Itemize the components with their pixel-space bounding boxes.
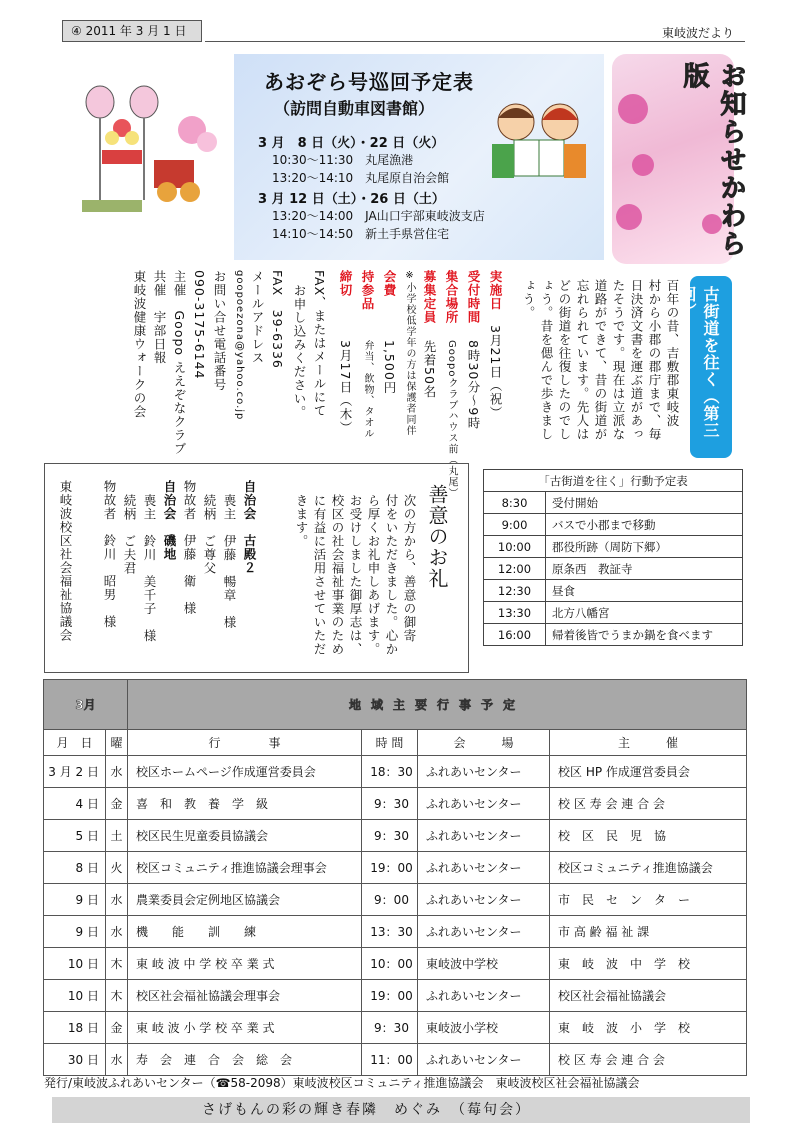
event-weekday: 木: [106, 980, 128, 1012]
regional-events-table: [43, 679, 747, 1076]
table-row: [44, 884, 747, 916]
detail-value: 1,500円: [382, 340, 397, 395]
event-host: 市 民 セ ン タ ー: [550, 884, 747, 916]
event-venue: ふれあいセンター: [418, 1044, 550, 1076]
event-host: 校区社会福祉協議会: [550, 980, 747, 1012]
detail-value: 3月17日（木）: [338, 340, 353, 435]
schedule-event: 受付開始: [546, 492, 743, 514]
event-weekday: 金: [106, 1012, 128, 1044]
event-venue: ふれあいセンター: [418, 980, 550, 1012]
kaido-body-line: 忘れられています。先人は: [575, 279, 590, 441]
event-host: 東 岐 波 中 学 校: [550, 948, 747, 980]
table-row: [484, 602, 743, 624]
kaido-body-line: 村から小郡の郡庁まで、毎: [647, 279, 662, 441]
col-header: 月 日: [44, 730, 106, 756]
bus-date-1: 3 月 8 日（火）・22 日（火）: [258, 136, 445, 151]
organizer-line: 共催 宇部日報: [152, 270, 167, 365]
event-venue: ふれあいセンター: [418, 884, 550, 916]
event-host: 校 区 寿 会 連 合 会: [550, 788, 747, 820]
donor-line: 続柄 ご夫君: [122, 494, 137, 575]
donation-thanks-box: [44, 463, 469, 673]
detail-label: 実施日: [488, 270, 503, 311]
event-time: 19：00: [362, 980, 418, 1012]
kaido-tab: 古街道を往く（第三回）: [690, 276, 732, 458]
detail-label: 持参品: [360, 270, 375, 311]
event-name: 校区社会福祉協議会理事会: [128, 980, 362, 1012]
schedule-event: 昼食: [546, 580, 743, 602]
notice-banner: [612, 54, 746, 264]
table-row: [44, 1044, 747, 1076]
phone-number: 090-3175-6144: [192, 270, 207, 380]
schedule-event: 北方八幡宮: [546, 602, 743, 624]
fax-number: FAX 39-6336: [270, 270, 285, 369]
schedule-time: 8:30: [484, 492, 546, 514]
kaido-body-line: ょう。昔を偲んで歩きまし: [539, 279, 554, 441]
schedule-event: バスで小郡まで移動: [546, 514, 743, 536]
table-row: [484, 558, 743, 580]
council-name: 東岐波校区社会福祉協議会: [58, 480, 73, 642]
table-row: [484, 514, 743, 536]
haiku-bar: さげもんの彩の輝き春隣 めぐみ （莓句会）: [52, 1097, 750, 1123]
event-venue: ふれあいセンター: [418, 820, 550, 852]
event-weekday: 水: [106, 756, 128, 788]
kaido-body-line: たそうです。現在は立派な: [611, 279, 626, 441]
detail-note: ※小学校低学年の方は保護者同伴: [404, 270, 415, 436]
kaido-body-line: ょう。: [521, 279, 536, 320]
col-header: 会 場: [418, 730, 550, 756]
event-time: 11：00: [362, 1044, 418, 1076]
event-name: 寿 会 連 合 会 総 会: [128, 1044, 362, 1076]
event-date: 10 日: [44, 948, 106, 980]
event-weekday: 土: [106, 820, 128, 852]
donor-line: 自治会 古殿２: [242, 480, 257, 575]
header-rule: [205, 41, 745, 42]
detail-value: Goopoクラブハウス前（丸尾）: [446, 340, 457, 499]
hina-doll-illustration: [72, 80, 232, 220]
walk-schedule-table: [483, 469, 743, 646]
event-name: 農業委員会定例地区協議会: [128, 884, 362, 916]
table-row: [44, 980, 747, 1012]
detail-label: 締切: [338, 270, 353, 297]
schedule-title: 「古街道を往く」行動予定表: [484, 470, 743, 492]
table-row: [44, 820, 747, 852]
event-time: 19：00: [362, 852, 418, 884]
event-date: 3 月 2 日: [44, 756, 106, 788]
thanks-body-line: 付をいただきました。心か: [384, 494, 399, 656]
event-weekday: 水: [106, 884, 128, 916]
event-date: 30 日: [44, 1044, 106, 1076]
schedule-time: 16:00: [484, 624, 546, 646]
table-row: [44, 788, 747, 820]
event-venue: 東岐波小学校: [418, 1012, 550, 1044]
table-row: [484, 492, 743, 514]
table-row: [484, 536, 743, 558]
thanks-body-line: に有益に活用させていただ: [312, 494, 327, 656]
event-date: 9 日: [44, 884, 106, 916]
event-weekday: 水: [106, 1044, 128, 1076]
contact-line: FAX、またはメールにて: [312, 270, 327, 418]
thanks-title: 善意のお礼: [425, 484, 449, 589]
kaido-body-line: どの街道を往復したのでし: [557, 279, 572, 441]
thanks-body-line: お受けしました御厚志は、: [348, 494, 363, 656]
detail-value: 弁当、飲物、タオル: [362, 340, 373, 439]
detail-label: 集合場所: [444, 270, 459, 324]
bus-subtitle: （訪問自動車図書館）: [274, 99, 435, 118]
event-venue: ふれあいセンター: [418, 756, 550, 788]
schedule-event: 郡役所跡（周防下郷）: [546, 536, 743, 558]
event-time: 9：00: [362, 884, 418, 916]
event-date: 5 日: [44, 820, 106, 852]
thanks-body-line: ら厚くお礼申しあげます。: [366, 494, 381, 656]
blossom-icon: [616, 204, 642, 230]
event-weekday: 金: [106, 788, 128, 820]
schedule-event: 原条西 教証寺: [546, 558, 743, 580]
bus-date-2: 3 月 12 日（土）・26 日（土）: [258, 192, 445, 207]
bus-stop-4: 14:10～14:50 新土手県営住宅: [272, 227, 450, 241]
event-host: 東 岐 波 小 学 校: [550, 1012, 747, 1044]
event-name: 機 能 訓 練: [128, 916, 362, 948]
event-date: 10 日: [44, 980, 106, 1012]
email-address: goopoezona@yahoo.co.jp: [234, 270, 245, 421]
event-host: 校区 HP 作成運営委員会: [550, 756, 747, 788]
events-title: 地域主要行事予定: [128, 680, 747, 730]
detail-label: 募集定員: [422, 270, 437, 324]
detail-value: 8時30分～9時: [466, 340, 481, 430]
table-row: [44, 756, 747, 788]
donor-line: 喪主 伊藤 暢章 様: [222, 494, 237, 629]
col-header: 時 間: [362, 730, 418, 756]
event-name: 東 岐 波 中 学 校 卒 業 式: [128, 948, 362, 980]
organizer-line: 東岐波健康ウォークの会: [132, 270, 147, 419]
detail-value: 3月21日（祝）: [488, 325, 503, 420]
donor-line: 続柄 ご尊父: [202, 494, 217, 575]
publisher-line: 発行/東岐波ふれあいセンター（☎58-2098）東岐波校区コミュニティ推進協議会 東岐波校区社会福祉協議会: [44, 1076, 640, 1090]
table-row: [44, 916, 747, 948]
table-row: [484, 580, 743, 602]
event-time: 9：30: [362, 1012, 418, 1044]
newsletter-title: 東岐波だより: [661, 26, 734, 40]
event-time: 18：30: [362, 756, 418, 788]
table-row: [484, 624, 743, 646]
event-date: 4 日: [44, 788, 106, 820]
table-row: [44, 948, 747, 980]
event-name: 校区ホームページ作成運営委員会: [128, 756, 362, 788]
donor-line: 喪主 鈴川 美千子 様: [142, 494, 157, 643]
table-row: [44, 1012, 747, 1044]
event-weekday: 木: [106, 948, 128, 980]
detail-label: 受付時間: [466, 270, 481, 324]
event-time: 9：30: [362, 820, 418, 852]
events-month: 3月: [44, 680, 128, 730]
col-header: 曜: [106, 730, 128, 756]
event-time: 9：30: [362, 788, 418, 820]
event-host: 校 区 民 児 協: [550, 820, 747, 852]
schedule-time: 12:30: [484, 580, 546, 602]
donor-line: 物故者 伊藤 衛 様: [182, 480, 197, 615]
event-name: 喜 和 教 養 学 級: [128, 788, 362, 820]
contact-line: メールアドレス: [250, 270, 265, 365]
issue-date: ④ 2011 年 3 月 1 日: [62, 20, 202, 42]
event-host: 校区コミュニティ推進協議会: [550, 852, 747, 884]
event-name: 校区コミュニティ推進協議会理事会: [128, 852, 362, 884]
table-row: [44, 852, 747, 884]
notice-label: お知らせかわら版: [679, 62, 746, 258]
event-host: 市 高 齢 福 祉 課: [550, 916, 747, 948]
col-header: 主 催: [550, 730, 747, 756]
donor-line: 物故者 鈴川 昭男 様: [102, 480, 117, 629]
event-weekday: 火: [106, 852, 128, 884]
event-time: 10：00: [362, 948, 418, 980]
table-header-row: [44, 730, 747, 756]
thanks-body-line: 校区の社会福祉事業のため: [330, 494, 345, 656]
schedule-time: 10:00: [484, 536, 546, 558]
children-reading-illustration: [484, 94, 594, 184]
bus-stop-2: 13:20～14:10 丸尾原自治会館: [272, 171, 450, 185]
mobile-library-schedule: [234, 54, 604, 260]
schedule-time: 12:00: [484, 558, 546, 580]
event-date: 8 日: [44, 852, 106, 884]
kaido-body-line: 道路ができて、昔の街道が: [593, 279, 608, 441]
organizer-line: 主催 Goopo ええぞなクラブ: [172, 270, 187, 456]
bus-stop-1: 10:30～11:30 丸尾漁港: [272, 153, 414, 167]
event-weekday: 水: [106, 916, 128, 948]
kaido-body-line: 日決済文書を運ぶ道があっ: [629, 279, 644, 441]
event-venue: ふれあいセンター: [418, 852, 550, 884]
contact-line: お問い合せ電話番号: [212, 270, 227, 392]
event-time: 13：30: [362, 916, 418, 948]
bus-title: あおぞら号巡回予定表: [264, 70, 474, 94]
bus-stop-3: 13:20～14:00 JA山口宇部東岐波支店: [272, 209, 485, 223]
event-venue: ふれあいセンター: [418, 916, 550, 948]
detail-label: 会費: [382, 270, 397, 297]
blossom-icon: [618, 94, 648, 124]
event-date: 9 日: [44, 916, 106, 948]
contact-line: お申し込みください。: [292, 284, 307, 419]
event-host: 校 区 寿 会 連 合 会: [550, 1044, 747, 1076]
thanks-body-line: 次の方から、善意の御寄: [402, 494, 417, 643]
detail-value: 先着50名: [422, 340, 437, 399]
donor-line: 自治会 磯地: [162, 480, 177, 561]
col-header: 行 事: [128, 730, 362, 756]
event-venue: 東岐波中学校: [418, 948, 550, 980]
schedule-time: 9:00: [484, 514, 546, 536]
event-name: 校区民生児童委員協議会: [128, 820, 362, 852]
blossom-icon: [632, 154, 654, 176]
thanks-body-line: きます。: [294, 494, 309, 548]
event-date: 18 日: [44, 1012, 106, 1044]
event-name: 東 岐 波 小 学 校 卒 業 式: [128, 1012, 362, 1044]
schedule-event: 帰着後皆でうまか鍋を食べます: [546, 624, 743, 646]
event-venue: ふれあいセンター: [418, 788, 550, 820]
kaido-body-line: 百年の昔、吉敷郡東岐波: [665, 279, 680, 428]
schedule-time: 13:30: [484, 602, 546, 624]
